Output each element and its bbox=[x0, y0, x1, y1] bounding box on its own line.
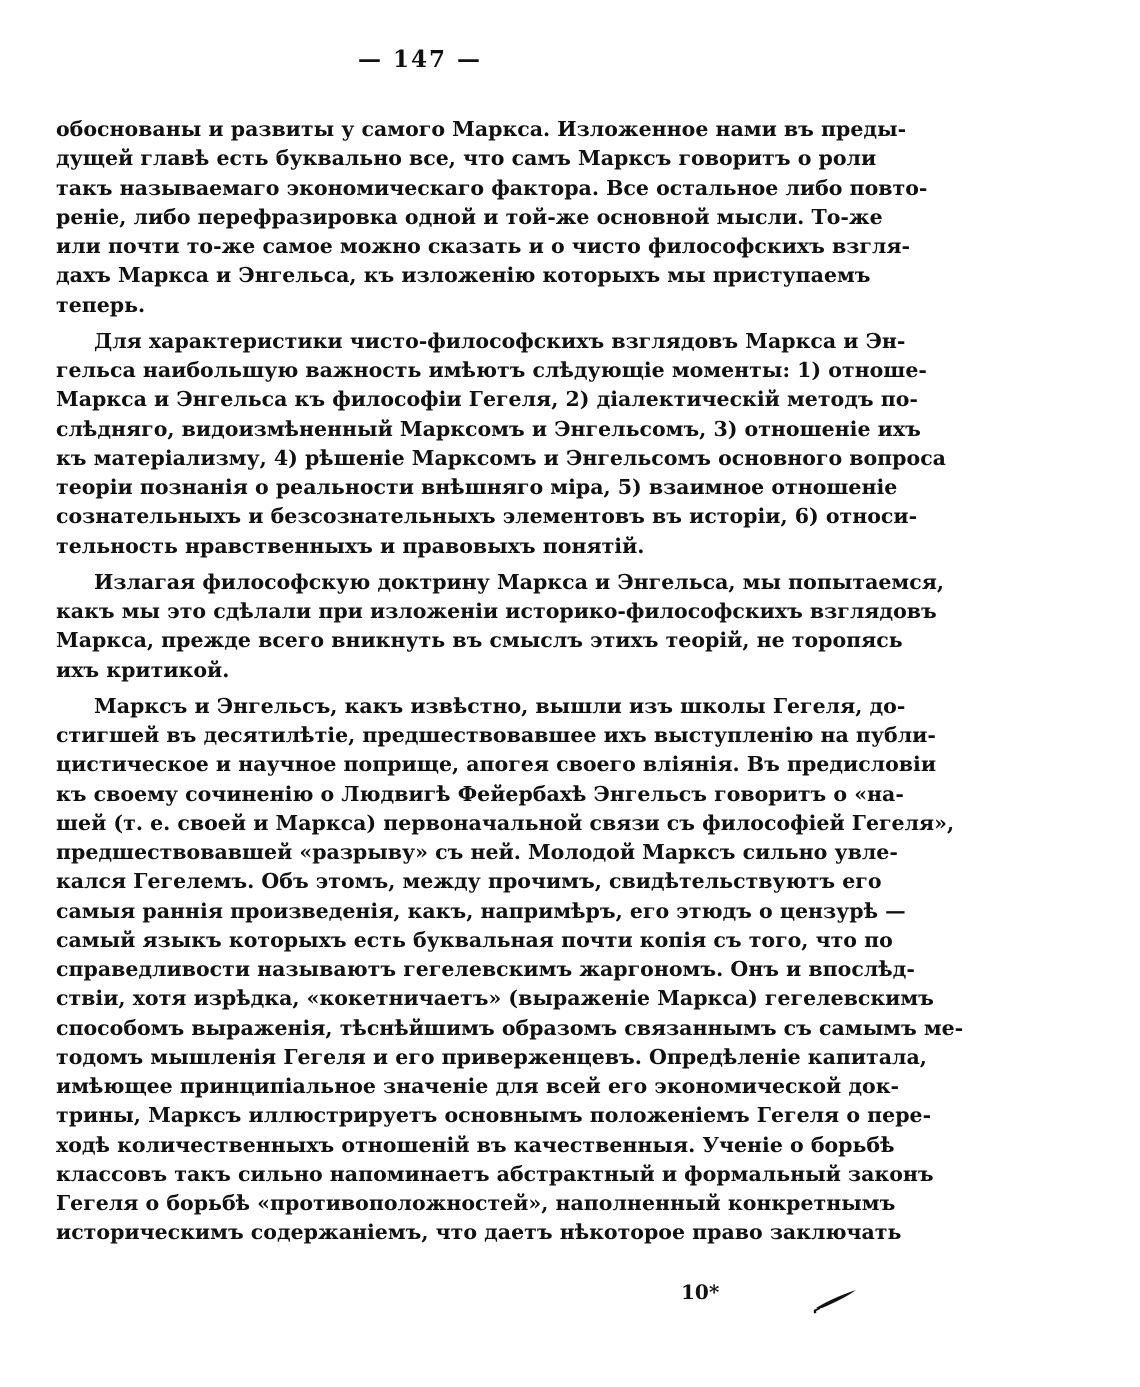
page-number-header: — 147 — bbox=[357, 46, 483, 73]
text-line: предшествовавшей «разрыву» съ ней. Молодой Марксъ сильно увле- bbox=[56, 840, 898, 864]
text-line: дущей главѣ есть буквально все, что самъ Марксъ говоритъ о роли bbox=[56, 146, 877, 171]
text-line: классовъ такъ сильно напоминаетъ абстрактный и формальный законъ bbox=[56, 1161, 934, 1186]
text-line: дахъ Маркса и Энгельса, къ изложенію которыхъ мы приступаемъ bbox=[56, 263, 871, 288]
text-line: ствіи, хотя изрѣдка, «кокетничаетъ» (выраженіе Маркса) гегелевскимъ bbox=[56, 986, 934, 1011]
text-line: цистическое и научное поприще, апогея своего вліянія. Въ предисловіи bbox=[56, 752, 937, 777]
ink-mark-icon bbox=[812, 1284, 862, 1314]
text-line: Излагая философскую доктрину Маркса и Энгельса, мы попытаемся, bbox=[94, 569, 944, 594]
text-line: ходѣ количественныхъ отношеній въ качественныя. Ученіе о борьбѣ bbox=[56, 1132, 895, 1157]
paragraph-gap bbox=[56, 561, 778, 568]
text-line: обоснованы и развиты у самого Маркса. Изложенное нами въ преды- bbox=[56, 117, 907, 141]
text-line: гельса наибольшую важность имѣютъ слѣдующіе моменты: 1) отноше- bbox=[56, 358, 927, 382]
text-line: тодомъ мышленія Гегеля и его приверженцевъ. Опредѣленіе капитала, bbox=[56, 1044, 927, 1069]
paragraph bbox=[56, 568, 944, 685]
text-line: или почти то-же самое можно сказать и о чисто философскихъ взгля- bbox=[56, 234, 910, 258]
paragraph bbox=[56, 327, 946, 561]
text-line: къ своему сочиненію о Людвигѣ Фейербахѣ Энгельсъ говоритъ о «на- bbox=[56, 781, 904, 806]
text-line: реніе, либо перефразировка одной и той-же основной мысли. То-же bbox=[56, 204, 883, 229]
text-line: способомъ выраженія, тѣснѣйшимъ образомъ связаннымъ съ самымъ ме- bbox=[56, 1015, 964, 1040]
text-line: Маркса, прежде всего вникнуть въ смыслъ этихъ теорій, не торопясь bbox=[56, 628, 903, 653]
text-line: сознательныхъ и безсознательныхъ элементовъ въ исторіи, 6) относи- bbox=[56, 504, 918, 529]
text-line: самыя раннія произведенія, какъ, напримѣръ, его этюдъ о цензурѣ — bbox=[56, 898, 906, 923]
paragraph-gap bbox=[56, 685, 778, 692]
paragraph bbox=[56, 692, 964, 1248]
text-line: къ матеріализму, 4) рѣшеніе Марксомъ и Энгельсомъ основного вопроса bbox=[56, 445, 946, 470]
text-line: слѣдняго, видоизмѣненный Марксомъ и Энгельсомъ, 3) отношеніе ихъ bbox=[56, 416, 921, 441]
text-line: историческимъ содержаніемъ, что даетъ нѣкоторое право заключать bbox=[56, 1220, 902, 1245]
signature-mark: 10* bbox=[681, 1280, 720, 1304]
text-line: Маркса и Энгельса къ философіи Гегеля, 2) діалектическій методъ по- bbox=[56, 387, 918, 412]
text-line: ихъ критикой. bbox=[56, 657, 230, 682]
text-line: Гегеля о борьбѣ «противоположностей», наполненный конкретнымъ bbox=[56, 1191, 896, 1215]
text-line: шей (т. е. своей и Маркса) первоначальной связи съ философіей Гегеля», bbox=[56, 810, 955, 835]
text-line: Марксъ и Энгельсъ, какъ извѣстно, вышли изъ школы Гегеля, до- bbox=[94, 693, 906, 718]
text-line: самый языкъ которыхъ есть буквальная почти копія съ того, что по bbox=[56, 927, 893, 952]
text-line: какъ мы это сдѣлали при изложеніи историко-философскихъ взглядовъ bbox=[56, 599, 937, 623]
text-line: стигшей въ десятилѣтіе, предшествовавшее ихъ выступленію на публи- bbox=[56, 723, 936, 747]
text-line: тельность нравственныхъ и правовыхъ понятій. bbox=[56, 533, 645, 558]
text-line: трины, Марксъ иллюстрируетъ основнымъ положеніемъ Гегеля о пере- bbox=[56, 1103, 932, 1128]
text-line: справедливости называютъ гегелевскимъ жаргономъ. Онъ и впослѣд- bbox=[56, 957, 915, 981]
text-line: такъ называемаго экономическаго фактора. Все остальное либо повто- bbox=[56, 175, 928, 200]
text-line: Для характеристики чисто-философскихъ взглядовъ Маркса и Эн- bbox=[94, 328, 906, 353]
text-line: теоріи познанія о реальности внѣшняго міра, 5) взаимное отношеніе bbox=[56, 475, 898, 499]
paragraph bbox=[56, 115, 928, 320]
body-text bbox=[56, 115, 964, 1248]
text-line: теперь. bbox=[56, 292, 146, 317]
text-line: имѣющее принципіальное значеніе для всей его экономической док- bbox=[56, 1074, 900, 1098]
text-line: кался Гегелемъ. Объ этомъ, между прочимъ, свидѣтельствуютъ его bbox=[56, 869, 882, 894]
paragraph-gap bbox=[56, 320, 778, 327]
